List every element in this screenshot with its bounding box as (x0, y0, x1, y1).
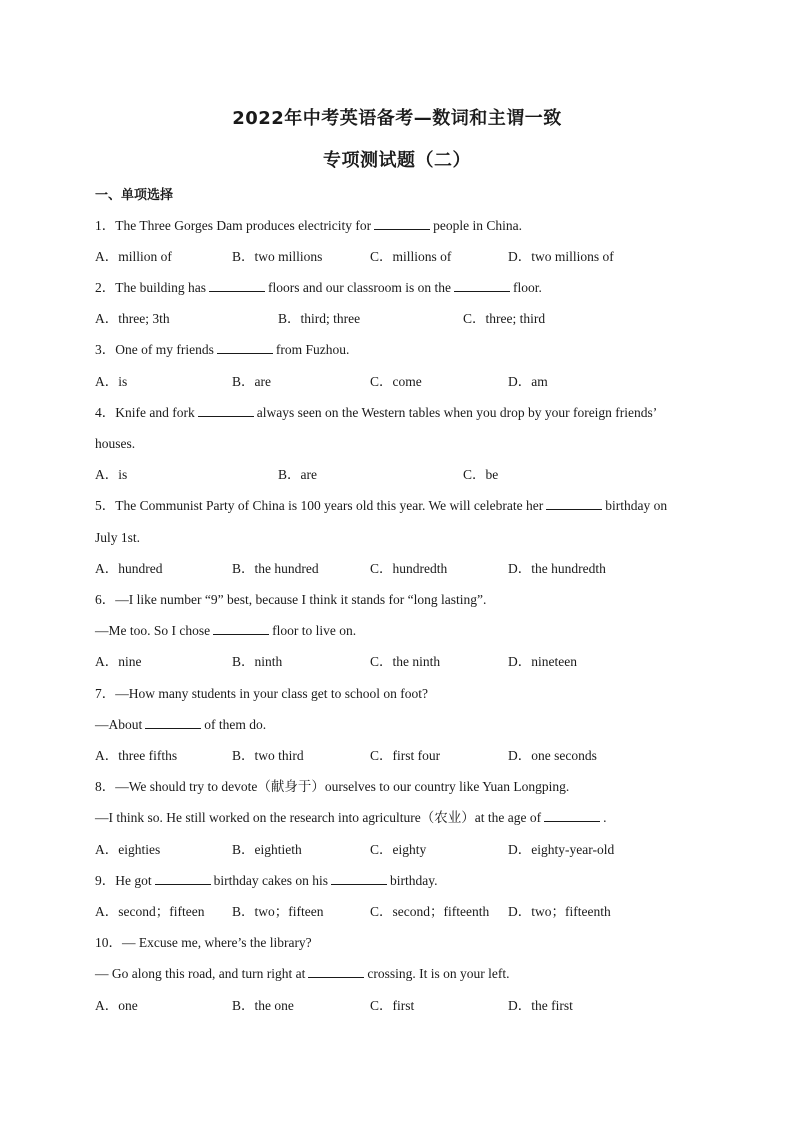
answer-option: C．be (463, 467, 499, 482)
answer-option: B．ninth (232, 654, 283, 669)
answer-option: C．first four (370, 748, 441, 763)
section-heading: 一、单项选择 (95, 188, 174, 203)
question-line (95, 434, 705, 454)
question-line (95, 621, 705, 641)
question-text: 1．The Three Gorges Dam produces electricity for (95, 218, 372, 233)
question-line (95, 808, 705, 828)
answer-blank (374, 217, 430, 230)
question-text: of them do. (204, 717, 267, 732)
answer-option: B．are (232, 374, 271, 389)
answer-option: B．third; three (278, 311, 361, 326)
answer-blank (145, 716, 201, 729)
answer-option: A．million of (95, 249, 172, 264)
answer-option: B．two third (232, 748, 304, 763)
answer-option: D．eighty-year-old (508, 842, 615, 857)
question-line (95, 403, 705, 423)
answer-option: C．first (370, 998, 415, 1013)
question-line (95, 871, 705, 891)
answer-blank (155, 872, 211, 885)
question-text: floors and our classroom is on the (268, 280, 451, 295)
question-text: —Me too. So I chose (95, 623, 211, 638)
answer-option: D．two millions of (508, 249, 614, 264)
answer-option: D．am (508, 374, 548, 389)
question-text: —About (95, 717, 143, 732)
answer-option: A．hundred (95, 561, 163, 576)
answer-option: A．is (95, 374, 128, 389)
answer-option: A．nine (95, 654, 142, 669)
question-text: July 1st. (95, 530, 141, 545)
answer-option: A．eighties (95, 842, 161, 857)
question-line (95, 964, 705, 984)
answer-option: B．are (278, 467, 317, 482)
answer-blank (198, 404, 254, 417)
question-text: birthday cakes on his (213, 873, 328, 888)
answer-option: C．millions of (370, 249, 452, 264)
answer-option: C．second；fifteenth (370, 904, 490, 919)
answer-option: A．is (95, 467, 128, 482)
answer-option: A．three fifths (95, 748, 178, 763)
answer-blank (331, 872, 387, 885)
answer-option: D．one seconds (508, 748, 597, 763)
question-text: floor. (512, 280, 542, 295)
answer-option: D．the hundredth (508, 561, 606, 576)
question-text: —I think so. He still worked on the research into agriculture（农业）at the age of (95, 810, 542, 825)
question-text: 5．The Communist Party of China is 100 years old this year. We will celebrate her (95, 498, 544, 513)
answer-option: B．two；fifteen (232, 904, 324, 919)
answer-option: A．second；fifteen (95, 904, 205, 919)
question-line (95, 340, 705, 360)
answer-option: C．hundredth (370, 561, 448, 576)
question-text: 4．Knife and fork (95, 405, 195, 420)
question-line (95, 933, 705, 953)
question-line (95, 684, 705, 704)
question-text: crossing. It is on your left. (367, 966, 510, 981)
answer-option: D．two；fifteenth (508, 904, 611, 919)
question-line (95, 777, 705, 797)
question-line (95, 496, 705, 516)
answer-blank (213, 622, 269, 635)
question-text: always seen on the Western tables when you drop by your foreign friends’ (256, 405, 658, 420)
question-text: 7．—How many students in your class get to school on foot? (95, 686, 428, 701)
question-text: birthday. (389, 873, 438, 888)
answer-blank (209, 279, 265, 292)
question-text: houses. (95, 436, 136, 451)
answer-option: D．nineteen (508, 654, 577, 669)
question-line (95, 216, 705, 236)
question-text: — Go along this road, and turn right at (95, 966, 306, 981)
question-text: from Fuzhou. (275, 342, 350, 357)
question-line (95, 528, 705, 548)
answer-option: C．come (370, 374, 422, 389)
question-text: 6．—I like number “9” best, because I think it stands for “long lasting”. (95, 592, 487, 607)
question-text: 10．— Excuse me, where’s the library? (95, 935, 312, 950)
answer-blank (544, 809, 600, 822)
answer-option: B．eightieth (232, 842, 302, 857)
question-text: floor to live on. (272, 623, 357, 638)
question-text: people in China. (433, 218, 523, 233)
answer-option: C．eighty (370, 842, 427, 857)
question-text: 9．He got (95, 873, 152, 888)
question-text: 2．The building has (95, 280, 206, 295)
answer-option: A．one (95, 998, 138, 1013)
question-line (95, 590, 705, 610)
question-text: . (603, 810, 607, 825)
answer-blank (308, 965, 364, 978)
answer-blank (454, 279, 510, 292)
question-line (95, 715, 705, 735)
question-text: 8．—We should try to devote（献身于）ourselves to our country like Yuan Longping. (95, 779, 570, 794)
answer-option: D．the first (508, 998, 573, 1013)
answer-blank (546, 497, 602, 510)
answer-option: C．three; third (463, 311, 546, 326)
question-text: birthday on (605, 498, 668, 513)
page-title: 2022年中考英语备考—数词和主谓一致 (232, 108, 562, 129)
question-line (95, 278, 705, 298)
question-text: 3．One of my friends (95, 342, 214, 357)
answer-option: A．three; 3th (95, 311, 170, 326)
answer-option: B．two millions (232, 249, 323, 264)
answer-blank (217, 341, 273, 354)
page-subtitle: 专项测试题（二） (323, 150, 471, 171)
answer-option: C．the ninth (370, 654, 441, 669)
answer-option: B．the one (232, 998, 294, 1013)
answer-option: B．the hundred (232, 561, 319, 576)
